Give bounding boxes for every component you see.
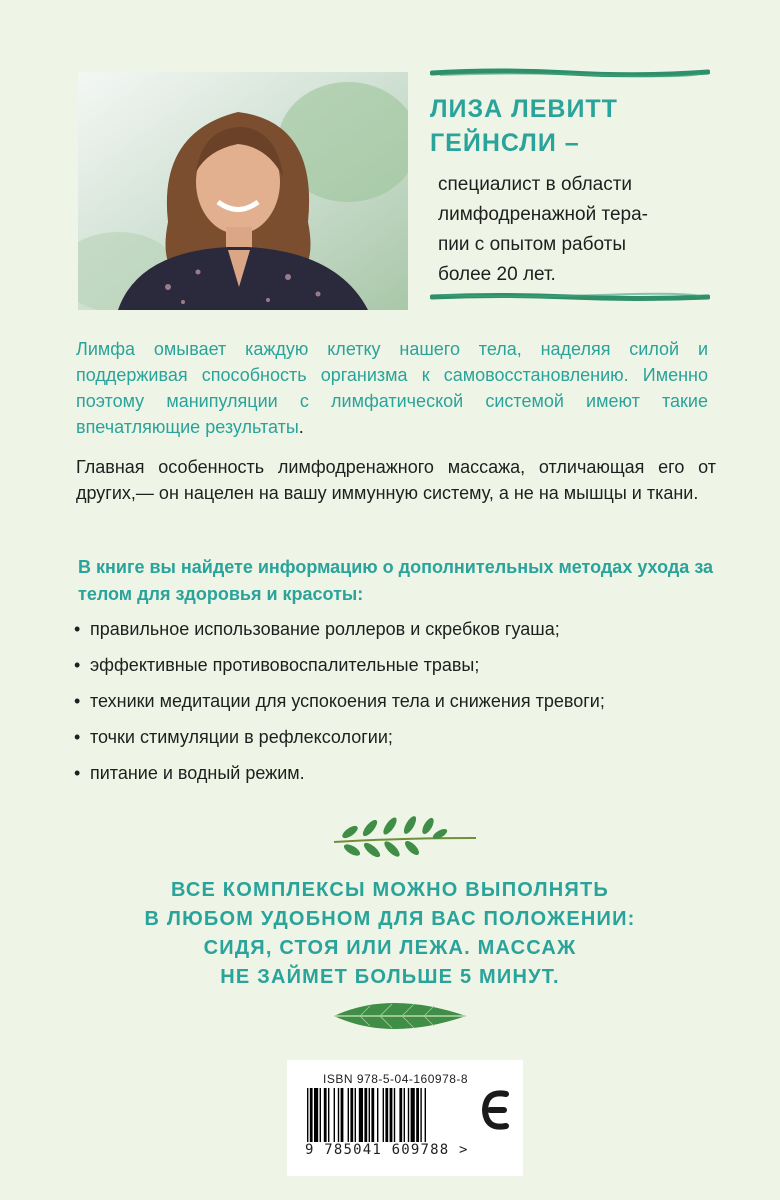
intro-paragraph bbox=[76, 336, 708, 440]
brush-stroke-bottom bbox=[430, 292, 710, 302]
barcode-bar bbox=[404, 1088, 405, 1142]
author-description bbox=[430, 170, 700, 290]
list-item-text: правильное использование роллеров и скребков гуаша; bbox=[90, 619, 560, 639]
list-item-text: питание и водный режим. bbox=[90, 763, 305, 783]
barcode-bar bbox=[348, 1088, 349, 1142]
barcode-bar bbox=[394, 1088, 395, 1142]
barcode-bar bbox=[355, 1088, 356, 1142]
barcode-bar bbox=[425, 1088, 426, 1142]
isbn-text: ISBN 978-5-04-160978-8 bbox=[323, 1072, 469, 1086]
barcode-bar bbox=[314, 1088, 318, 1142]
brush-stroke-top bbox=[430, 68, 710, 78]
leaf-sprig-icon bbox=[330, 812, 480, 862]
bullet-icon: • bbox=[74, 691, 81, 711]
barcode-bar bbox=[371, 1088, 374, 1142]
barcode-bar bbox=[385, 1088, 388, 1142]
barcode-bar bbox=[416, 1088, 419, 1142]
barcode-bar bbox=[369, 1088, 370, 1142]
barcode-bar bbox=[377, 1088, 378, 1142]
list-item-text: эффективные противовоспалительные травы; bbox=[90, 655, 480, 675]
bullet-icon: • bbox=[74, 655, 81, 675]
single-leaf-icon bbox=[330, 996, 470, 1036]
intro-text: Лимфа омывает каждую клетку нашего тела, наделяя силой и поддерживая способность организма к самовосстановлению. Именно поэтому манипуляции с лимфатической системой имеют такие впечатляющие результаты bbox=[76, 339, 708, 437]
author-name bbox=[430, 92, 700, 160]
motto-line: ВСЕ КОМПЛЕКСЫ МОЖНО ВЫПОЛНЯТЬ bbox=[170, 879, 609, 901]
barcode-bar bbox=[341, 1088, 344, 1142]
barcode-bars bbox=[307, 1088, 477, 1144]
barcode-bar bbox=[310, 1088, 313, 1142]
author-photo bbox=[78, 72, 408, 310]
motto-text bbox=[130, 876, 650, 992]
author-desc-line: лимфодренажной тера- bbox=[438, 204, 649, 225]
motto-line: СИДЯ, СТОЯ ИЛИ ЛЕЖА. МАССАЖ bbox=[203, 937, 577, 959]
list-item-text: точки стимуляции в рефлексологии; bbox=[90, 727, 393, 747]
barcode-bar bbox=[408, 1088, 409, 1142]
list-item bbox=[74, 726, 734, 762]
barcode-bar bbox=[364, 1088, 367, 1142]
bullet-icon: • bbox=[74, 727, 81, 747]
intro-text-end: . bbox=[298, 417, 304, 437]
list-item bbox=[74, 618, 734, 654]
barcode-bar bbox=[328, 1088, 329, 1142]
barcode-bar bbox=[334, 1088, 335, 1142]
barcode-bar bbox=[307, 1088, 308, 1142]
barcode-bar bbox=[350, 1088, 353, 1142]
list-item bbox=[74, 762, 734, 798]
contents-list bbox=[74, 618, 734, 798]
contents-lead: В книге вы найдете информацию о дополнительных методах ухода за телом для здоровья и красоты: bbox=[78, 557, 714, 604]
barcode-bar bbox=[338, 1088, 339, 1142]
barcode-bar bbox=[399, 1088, 402, 1142]
barcode-digits: 9 785041 609788 > bbox=[305, 1142, 469, 1158]
motto-line: НЕ ЗАЙМЕТ БОЛЬШЕ 5 МИНУТ. bbox=[220, 966, 560, 988]
list-item bbox=[74, 690, 734, 726]
barcode-bar bbox=[411, 1088, 415, 1142]
author-desc-line: специалист в области bbox=[438, 174, 633, 195]
list-item-text: техники медитации для успокоения тела и снижения тревоги; bbox=[90, 691, 605, 711]
feature-paragraph: Главная особенность лимфодренажного массажа, отличающая его от других,— он нацелен на вашу иммунную систему, а не на мышцы и ткани. bbox=[76, 457, 716, 503]
barcode-bar bbox=[390, 1088, 393, 1142]
author-name-line1: ЛИЗА ЛЕВИТТ bbox=[430, 95, 618, 123]
bullet-icon: • bbox=[74, 619, 81, 639]
barcode-bar bbox=[324, 1088, 327, 1142]
bullet-icon: • bbox=[74, 763, 81, 783]
motto-line: В ЛЮБОМ УДОБНОМ ДЛЯ ВАС ПОЛОЖЕНИИ: bbox=[144, 908, 636, 930]
barcode-bar bbox=[383, 1088, 384, 1142]
author-desc-line: более 20 лет. bbox=[438, 264, 556, 285]
author-portrait-image bbox=[78, 72, 408, 310]
barcode-bar bbox=[359, 1088, 363, 1142]
barcode-bar bbox=[420, 1088, 421, 1142]
author-desc-line: пии с опытом работы bbox=[438, 234, 627, 255]
eksmo-logo-icon bbox=[480, 1086, 512, 1134]
author-bio bbox=[430, 92, 700, 290]
author-name-line2: ГЕЙНСЛИ – bbox=[430, 129, 580, 157]
barcode-bar bbox=[320, 1088, 321, 1142]
list-item bbox=[74, 654, 734, 690]
